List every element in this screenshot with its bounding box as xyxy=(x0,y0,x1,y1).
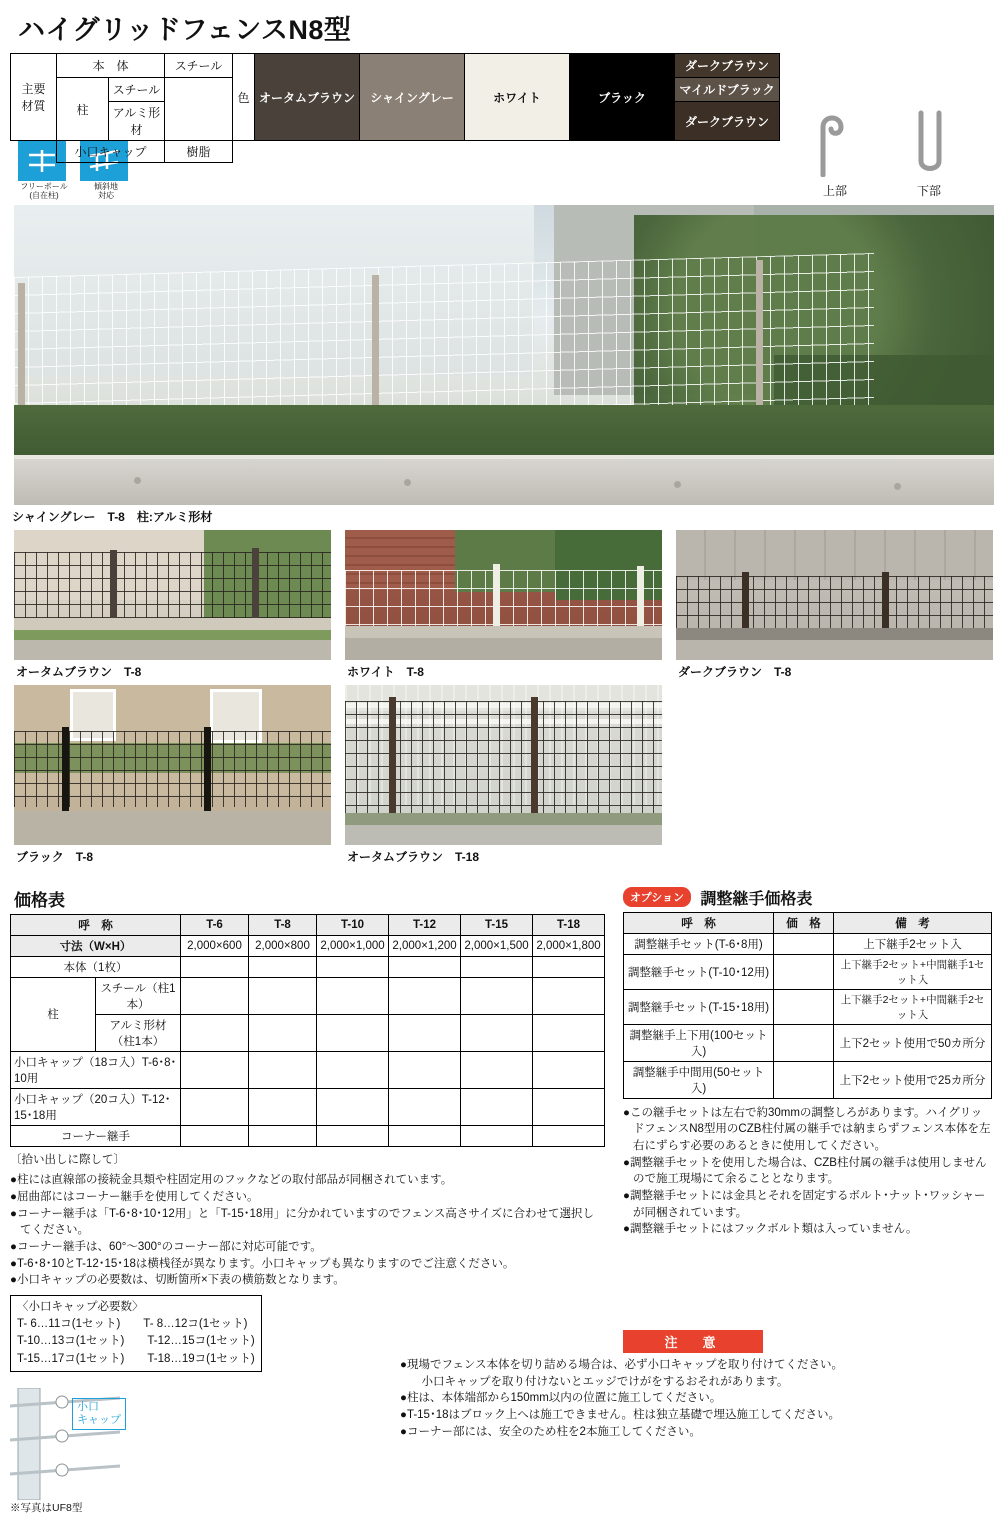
color-swatch-white: ホワイト xyxy=(465,54,570,141)
table-row xyxy=(624,1061,992,1098)
caution-item: ●コーナー部には、安全のため柱を2本施工してください。 xyxy=(400,1425,701,1438)
dim-t10: 2,000×1,000 xyxy=(317,935,389,956)
spec-post-material-alum: アルミ形材 xyxy=(109,102,165,141)
caption-autumn-brown-t18: オータムブラウン T-18 xyxy=(347,849,480,864)
hook-lower-icon xyxy=(899,105,959,177)
color-swatch-dark-brown-1: ダークブラウン xyxy=(675,54,780,78)
cap-figure-note: ※写真はUF8型 xyxy=(10,1501,83,1514)
price-header-name: 呼 称 xyxy=(11,914,181,935)
caution-item: 小口キャップを取り付けないとエッジでけがをするおそれがあります。 xyxy=(410,1375,789,1388)
dim-t15: 2,000×1,500 xyxy=(461,935,533,956)
caption-black: ブラック T-8 xyxy=(16,849,94,864)
photo-black xyxy=(14,685,331,845)
pickup-item: ●コーナー継手は、60°〜300°のコーナー部に対応可能です。 xyxy=(10,1240,322,1253)
price-header-t10: T-10 xyxy=(317,914,389,935)
row-label-body: 本体（1枚） xyxy=(11,956,181,977)
cap-count-title: 〈小口キャップ必要数〉 xyxy=(17,1300,144,1313)
caution-list xyxy=(400,1357,986,1440)
photo-white xyxy=(345,530,662,660)
spec-cap-label: 小口キャップ xyxy=(57,141,165,163)
color-swatch-black: ブラック xyxy=(570,54,675,141)
price-header-t6: T-6 xyxy=(181,914,249,935)
row-group-post: 柱 xyxy=(11,977,96,1051)
table-row xyxy=(624,1024,992,1061)
price-header-t15: T-15 xyxy=(461,914,533,935)
option-row-name: 調整継手中間用(50セット入) xyxy=(624,1061,774,1098)
option-row-price xyxy=(774,989,834,1024)
option-row-note: 上下継手2セット入 xyxy=(834,933,992,954)
row-label-corner-joint: コーナー継手 xyxy=(11,1125,181,1146)
free-pole-caption: フリーポール (自在柱) xyxy=(20,182,68,200)
spec-body-material: スチール xyxy=(165,54,233,78)
table-row xyxy=(11,956,605,977)
table-row xyxy=(11,1051,605,1088)
photo-autumn-brown xyxy=(14,530,331,660)
caption-dark-brown: ダークブラウン T-8 xyxy=(678,664,792,679)
hook-lower xyxy=(886,105,972,199)
cap-count-line: T-10…13コ(1セット) T-12…15コ(1セット) xyxy=(17,1335,255,1348)
row-label-cap-20: 小口キャップ（20コ入）T-12･15･18用 xyxy=(11,1088,181,1125)
option-row-price xyxy=(774,933,834,954)
photo-row-1 xyxy=(14,530,990,685)
caption-autumn-brown: オータムブラウン T-8 xyxy=(16,664,142,679)
price-dimension-row xyxy=(11,935,605,956)
row-label-cap-18: 小口キャップ（18コ入）T-6･8･10用 xyxy=(11,1051,181,1088)
slope-caption: 傾斜地 対応 xyxy=(94,182,118,200)
table-row xyxy=(624,933,992,954)
photo-cell-autumn-brown-t18 xyxy=(345,685,662,870)
option-row-name: 調整継手セット(T-10･12用) xyxy=(624,954,774,989)
pickup-item: ●小口キャップの必要数は、切断箇所×下表の横筋数となります。 xyxy=(10,1274,345,1287)
color-label: 色 xyxy=(233,54,255,141)
price-header-t12: T-12 xyxy=(389,914,461,935)
photo-cell-black xyxy=(14,685,331,870)
price-dimension-label: 寸法（W×H） xyxy=(11,935,181,956)
option-row-price xyxy=(774,1024,834,1061)
option-row-name: 調整継手セット(T-6･8用) xyxy=(624,933,774,954)
price-table xyxy=(10,914,605,1147)
photo-cell-white xyxy=(345,530,662,685)
table-row xyxy=(11,1125,605,1146)
spec-post-material-blank xyxy=(165,78,233,141)
table-row xyxy=(11,977,605,1014)
option-row-note: 上下2セット使用で25カ所分 xyxy=(834,1061,992,1098)
photo-dark-brown xyxy=(676,530,993,660)
pickup-item: ●屈曲部にはコーナー継手を使用してください。 xyxy=(10,1190,259,1203)
option-notes xyxy=(623,1105,992,1238)
color-swatch-autumn-brown: オータムブラウン xyxy=(255,54,360,141)
page-title: ハイグリッドフェンスN8型 xyxy=(18,15,352,45)
option-row-name: 調整継手セット(T-15･18用) xyxy=(624,989,774,1024)
hook-lower-label: 下部 xyxy=(916,184,941,198)
spec-post-material-steel: スチール xyxy=(109,78,165,102)
option-row-name: 調整継手上下用(100セット入) xyxy=(624,1024,774,1061)
option-row-note: 上下継手2セット+中間継手2セット入 xyxy=(834,989,992,1024)
material-color-table xyxy=(10,53,780,163)
option-badge: オプション xyxy=(623,887,691,907)
price-header-t18: T-18 xyxy=(533,914,605,935)
cap-count-box xyxy=(10,1295,262,1372)
option-header-name: 呼 称 xyxy=(624,912,774,933)
price-header-t8: T-8 xyxy=(249,914,317,935)
table-row xyxy=(624,954,992,989)
option-note: ●この継手セットは左右で約30mmの調整しろがあります。ハイグリッドフェンスN8型用のCZB柱付属の継手では納まらずフェンス本体を左右にずらす必要のあるときに使用してください。 xyxy=(623,1106,991,1152)
hook-upper-icon xyxy=(805,105,865,177)
cap-figure xyxy=(10,1388,170,1514)
dim-t6: 2,000×600 xyxy=(181,935,249,956)
spec-row-label: 主要 材質 xyxy=(11,54,57,141)
row-label-post-alum: アルミ形材（柱1本） xyxy=(96,1014,181,1051)
caption-white: ホワイト T-8 xyxy=(347,664,424,679)
hero-photo xyxy=(14,205,994,505)
dim-t18: 2,000×1,800 xyxy=(533,935,605,956)
table-row xyxy=(11,1014,605,1051)
spec-body-label: 本 体 xyxy=(57,54,165,78)
table-row xyxy=(624,989,992,1024)
cap-figure-label: 小口 キャップ xyxy=(72,1398,126,1430)
pickup-item: ●柱には直線部の接続金具類や柱固定用のフックなどの取付部品が同梱されています。 xyxy=(10,1174,453,1187)
color-swatch-dark-brown-2: ダークブラウン xyxy=(675,102,780,141)
option-header-row xyxy=(624,912,992,933)
option-note: ●調整継手セットには金具とそれを固定するボルト･ナット･ワッシャーが同梱されています。 xyxy=(623,1189,986,1219)
hook-upper-label: 上部 xyxy=(822,184,847,198)
option-header-note: 備 考 xyxy=(834,912,992,933)
dim-t8: 2,000×800 xyxy=(249,935,317,956)
caution-heading: 注 意 xyxy=(623,1330,763,1353)
price-header-row xyxy=(11,914,605,935)
caution-item: ●現場でフェンス本体を切り詰める場合は、必ず小口キャップを取り付けてください。 xyxy=(400,1359,844,1371)
photo-autumn-brown-t18 xyxy=(345,685,662,845)
option-title: 調整継手価格表 xyxy=(700,890,813,908)
spec-post-label: 柱 xyxy=(57,78,109,141)
photo-row-2 xyxy=(14,685,990,870)
row-label-post-steel: スチール（柱1本） xyxy=(96,977,181,1014)
pickup-item: ●コーナー継手は「T-6･8･10･12用」と「T-15･18用」に分かれていますのでフェンス高さサイズに合わせて選択してください。 xyxy=(10,1207,594,1237)
photo-cell-dark-brown xyxy=(676,530,993,685)
option-header-price: 価 格 xyxy=(774,912,834,933)
cap-count-line: T- 6…11コ(1セット) T- 8…12コ(1セット) xyxy=(17,1318,248,1331)
color-swatch-shine-gray: シャイングレー xyxy=(360,54,465,141)
option-row-price xyxy=(774,954,834,989)
option-price-table xyxy=(623,912,992,1099)
cap-count-line: T-15…17コ(1セット) T-18…19コ(1セット) xyxy=(17,1352,255,1365)
hook-upper xyxy=(792,105,878,199)
color-swatch-mild-black: マイルドブラック xyxy=(675,78,780,102)
dim-t12: 2,000×1,200 xyxy=(389,935,461,956)
pickup-notes xyxy=(10,1152,605,1289)
table-row xyxy=(11,1088,605,1125)
option-title-row xyxy=(623,886,992,909)
hero-photo-caption: シャイングレー T-8 柱:アルミ形材 xyxy=(12,509,213,524)
option-row-note: 上下2セット使用で50カ所分 xyxy=(834,1024,992,1061)
option-note: ●調整継手セットを使用した場合は、CZB柱付属の継手は使用しませんので施工現場にて余ることとなります。 xyxy=(623,1156,987,1186)
price-table-title: 価格表 xyxy=(14,890,65,910)
photo-cell-autumn-brown xyxy=(14,530,331,685)
option-row-note: 上下継手2セット+中間継手1セット入 xyxy=(834,954,992,989)
caution-block xyxy=(400,1330,986,1440)
option-note: ●調整継手セットにはフックボルト類は入っていません。 xyxy=(623,1223,918,1236)
option-row-price xyxy=(774,1061,834,1098)
spec-cap-material: 樹脂 xyxy=(165,141,233,163)
caution-item: ●柱は、本体端部から150mm以内の位置に施工してください。 xyxy=(400,1392,722,1405)
hook-diagrams xyxy=(792,105,972,199)
pickup-title: 〔拾い出しに際して〕 xyxy=(10,1153,125,1166)
caution-item: ●T-15･18はブロック上へは施工できません。柱は独立基礎で埋込施工してください。 xyxy=(400,1409,840,1422)
pickup-item: ●T-6･8･10とT-12･15･18は横桟径が異なります。小口キャップも異なりますのでご注意ください。 xyxy=(10,1257,515,1270)
